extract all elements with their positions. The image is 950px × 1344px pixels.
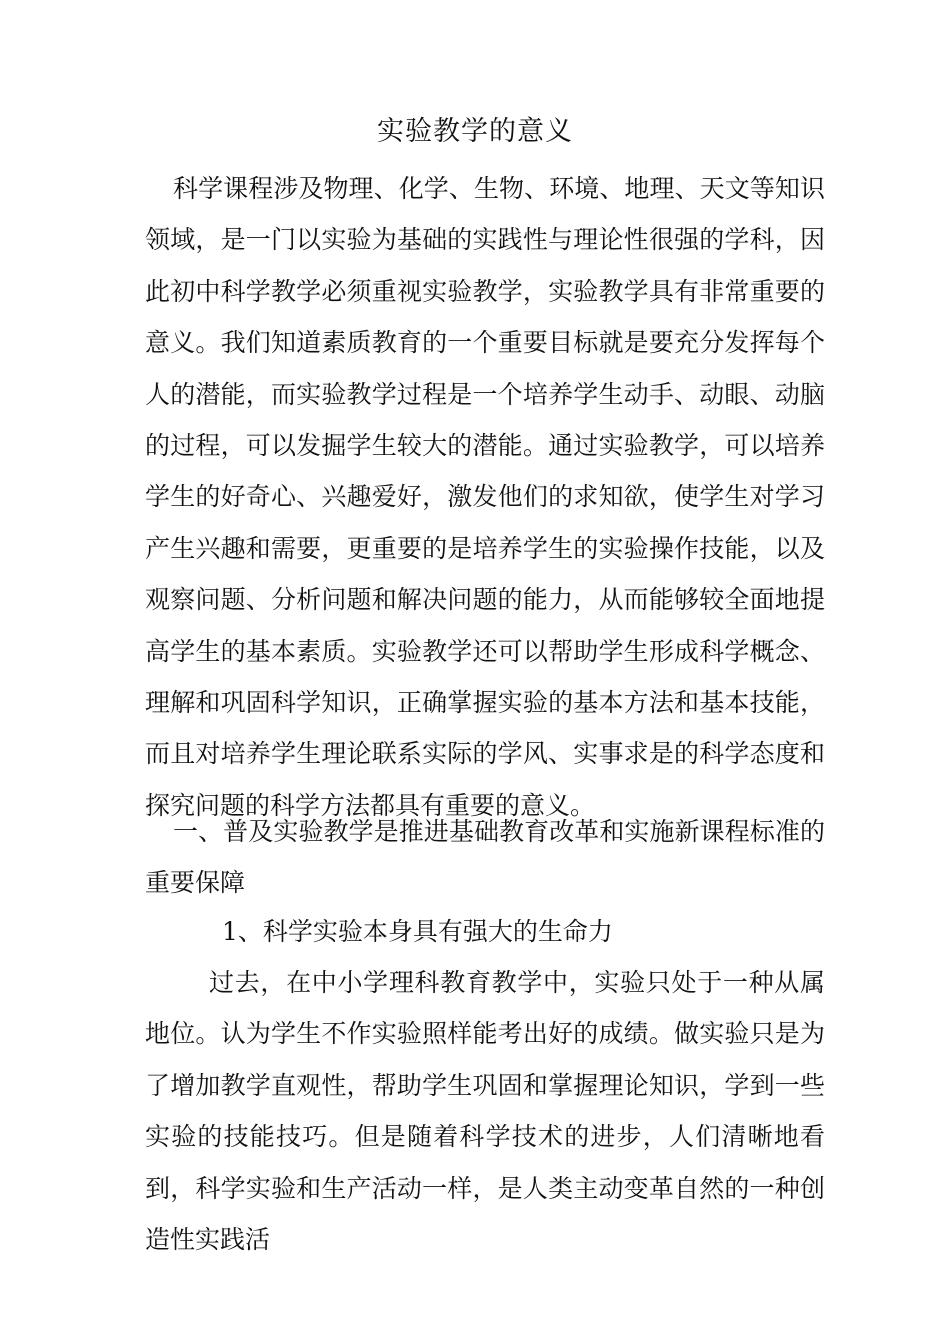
body-paragraph: 过去，在中小学理科教育教学中，实验只处于一种从属地位。认为学生不作实验照样能考出好的成绩。做实验只是为了增加教学直观性，帮助学生巩固和掌握理论知识，学到一些实验的技能技巧。但是随着科学技术的进步，人们清晰地看到，科学实验和生产活动一样，是人类主动变革自然的一种创造性实践活 bbox=[145, 968, 825, 1255]
intro-paragraph: 科学课程涉及物理、化学、生物、环境、地理、天文等知识领域，是一门以实验为基础的实践性与理论性很强的学科，因此初中科学教学必须重视实验教学，实验教学具有非常重要的意义。我们知道素质教育的一个重要目标就是要充分发挥每个人的潜能，而实验教学过程是一个培养学生动手、动眼、动脑的过程，可以发掘学生较大的潜能。通过实验教学，可以培养学生的好奇心、兴趣爱好，激发他们的求知欲，使学生对学习产生兴趣和需要，更重要的是培养学生的实验操作技能，以及观察问题、分析问题和解决问题的能力，从而能够较全面地提高学生的基本素质。实验教学还可以帮助学生形成科学概念、理解和巩固科学知识，正确掌握实验的基本方法和基本技能，而且对培养学生理论联系实际的学风、实事求是的科学态度和探究问题的科学方法都具有重要的意义。 bbox=[145, 174, 825, 820]
subsection-heading: 1、科学实验本身具有强大的生命力 bbox=[222, 917, 613, 946]
document-title: 实验教学的意义 bbox=[377, 116, 573, 147]
section-heading-paragraph: 一、普及实验教学是推进基础教育改革和实施新课程标准的重要保障 bbox=[145, 817, 825, 898]
